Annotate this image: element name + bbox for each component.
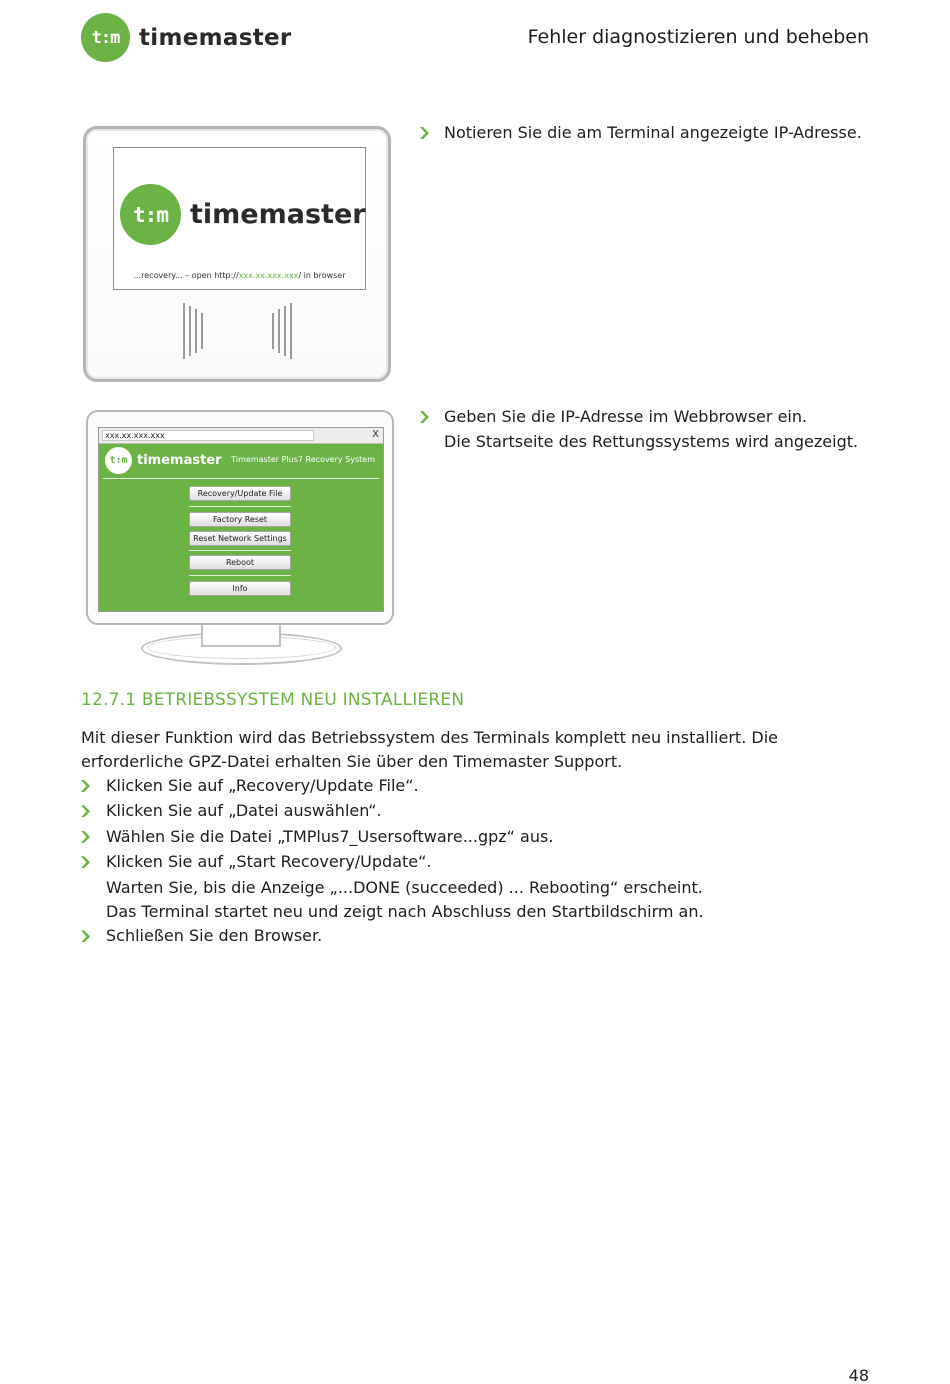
info-button: Info	[189, 581, 291, 596]
step-enter-ip	[420, 405, 858, 454]
terminal-logo-text: timemaster	[190, 199, 366, 230]
recovery-suffix: / in browser	[298, 271, 346, 280]
divider	[189, 550, 291, 551]
arrow-bullet-icon	[420, 405, 444, 454]
logo-mark: t:m	[81, 13, 130, 62]
step-text: Geben Sie die IP-Adresse im Webbrowser ein.	[444, 407, 808, 426]
terminal-recovery-message	[114, 271, 365, 280]
step-text-block	[444, 405, 858, 454]
browser-address-bar	[99, 428, 383, 444]
list-item-text: Wählen Sie die Datei „TMPlus7_Usersoftware...gpz“ aus.	[106, 826, 554, 846]
instruction-list	[81, 774, 881, 950]
brand-logo	[81, 13, 292, 62]
terminal-screen	[113, 147, 366, 290]
arrow-bullet-icon	[420, 121, 444, 147]
browser-url: xxx.xx.xxx.xxx	[102, 430, 314, 441]
section-heading: 12.7.1 BETRIEBSSYSTEM NEU INSTALLIEREN	[81, 690, 465, 710]
recovery-ip: xxx.xx.xxx.xxx	[238, 271, 299, 280]
browser-logo-text: timemaster	[137, 453, 222, 468]
list-item	[81, 825, 881, 850]
arrow-bullet-icon	[81, 825, 106, 850]
page-header-title: Fehler diagnostizieren und beheben	[527, 26, 869, 48]
list-item-text: Klicken Sie auf „Recovery/Update File“.	[106, 776, 419, 795]
list-item	[81, 850, 881, 875]
reboot-button: Reboot	[189, 555, 291, 570]
arrow-bullet-icon	[81, 774, 106, 799]
divider	[189, 575, 291, 576]
header-divider	[103, 478, 379, 479]
monitor-illustration	[86, 410, 394, 625]
step-text: Notieren Sie die am Terminal angezeigte IP-Adresse.	[444, 123, 862, 142]
list-item-text: Schließen Sie den Browser.	[106, 926, 323, 946]
terminal-logo-mark: t:m	[120, 184, 181, 245]
logo-text: timemaster	[139, 24, 292, 51]
close-icon: X	[372, 429, 379, 440]
browser-logo-mark: t:m	[105, 447, 132, 474]
list-item-text: Klicken Sie auf „Start Recovery/Update“.	[106, 852, 432, 872]
system-name: Timemaster Plus7 Recovery System	[231, 455, 375, 464]
recovery-prefix: ...recovery... – open http://	[133, 271, 239, 280]
speaker-grille-left	[183, 303, 203, 359]
page-number: 48	[848, 1366, 869, 1384]
terminal-logo	[120, 184, 366, 245]
browser-window	[98, 427, 384, 612]
divider	[189, 506, 291, 507]
speaker-grille-right	[272, 303, 292, 359]
browser-brand	[105, 447, 222, 474]
list-item	[81, 799, 881, 824]
recovery-update-file-button: Recovery/Update File	[189, 486, 291, 501]
arrow-bullet-icon	[81, 799, 106, 824]
section-intro: Mit dieser Funktion wird das Betriebssystem des Terminals komplett neu installiert. Die erforderliche GPZ-Datei erhalten Sie über den Timemaster Support.	[81, 728, 778, 772]
arrow-bullet-icon	[81, 850, 106, 875]
list-item-text: Klicken Sie auf „Datei auswählen“.	[106, 801, 382, 821]
list-item	[81, 774, 881, 799]
step-note-ip	[420, 121, 862, 147]
factory-reset-button: Factory Reset	[189, 512, 291, 527]
step-text-continuation: Die Startseite des Rettungssystems wird angezeigt.	[444, 431, 859, 451]
terminal-illustration	[83, 126, 391, 382]
monitor-stand-neck	[201, 625, 281, 647]
list-item-continuation: Warten Sie, bis die Anzeige „...DONE (succeeded) ... Rebooting“ erscheint.	[106, 877, 703, 897]
reset-network-settings-button: Reset Network Settings	[189, 531, 291, 546]
list-item	[81, 924, 881, 949]
list-item-continuation: Das Terminal startet neu und zeigt nach Abschluss den Startbildschirm an.	[106, 902, 704, 922]
arrow-bullet-icon	[81, 924, 106, 949]
